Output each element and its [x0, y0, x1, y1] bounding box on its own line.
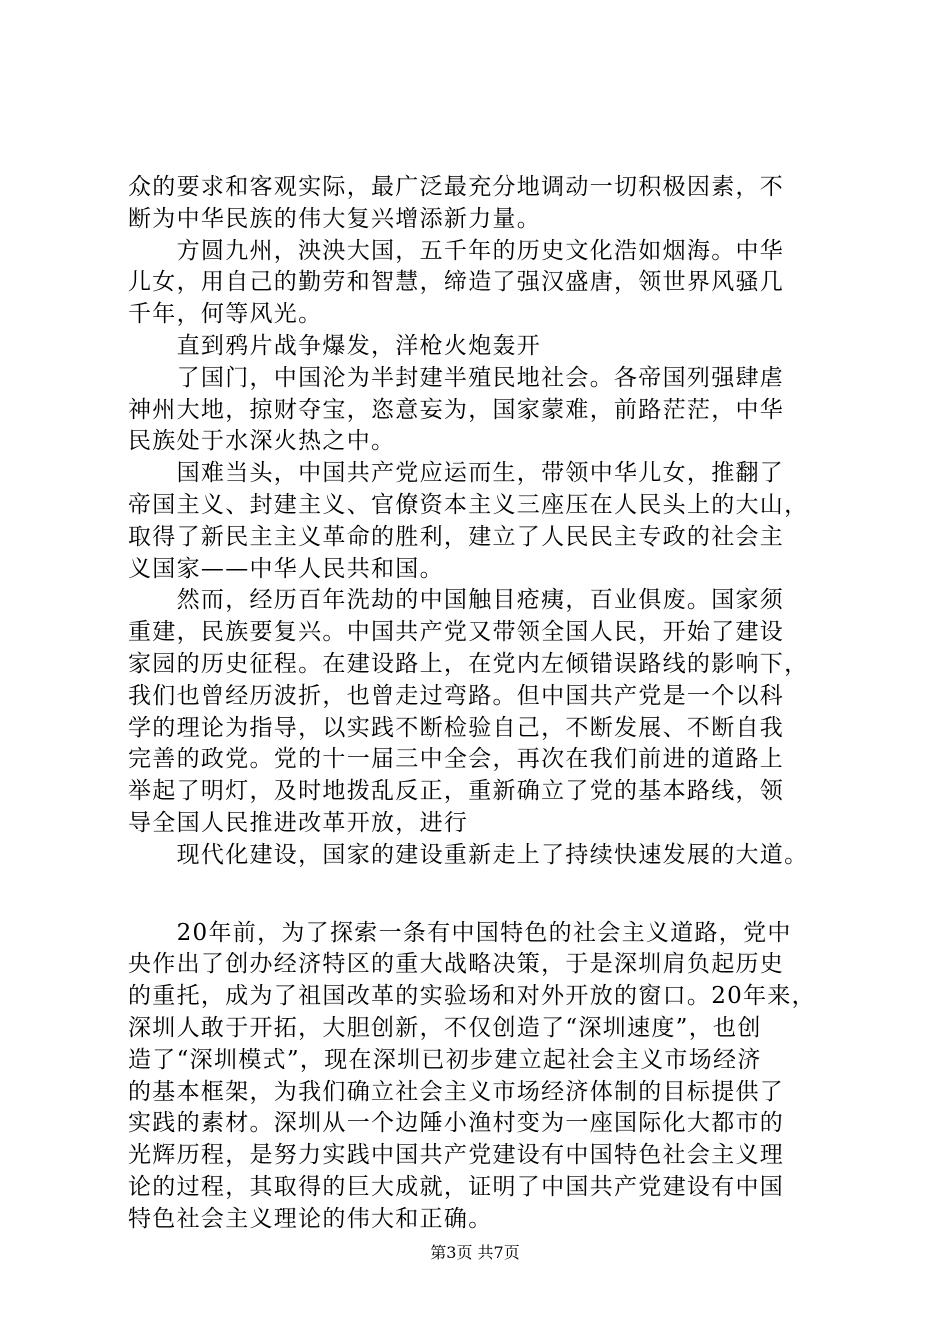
text-line: 然而，经历百年洗劫的中国触目疮痍，百业俱废。国家须	[128, 587, 785, 614]
text-line: 方圆九州，泱泱大国，五千年的历史文化浩如烟海。中华	[128, 237, 785, 264]
text-line: 深圳人敢于开拓，大胆创新，不仅创造了“深圳速度”，也创	[128, 1014, 762, 1041]
text-line: 特色社会主义理论的伟大和正确。	[128, 1205, 493, 1232]
text-line: 造了“深圳模式”，现在深圳已初步建立起社会主义市场经济	[128, 1046, 762, 1073]
text-line: 光辉历程，是努力实践中国共产党建设有中国特色社会主义理	[128, 1142, 785, 1169]
text-line: 学的理论为指导，以实践不断检验自己，不断发展、不断自我	[128, 714, 785, 741]
text-line: 重建，民族要复兴。中国共产党又带领全国人民，开始了建设	[128, 619, 785, 646]
text-line: 举起了明灯，及时地拨乱反正，重新确立了党的基本路线，领	[128, 778, 785, 805]
paragraph-gap	[128, 872, 840, 918]
text-line: 完善的政党。党的十一届三中全会，再次在我们前进的道路上	[128, 746, 785, 773]
text-line: 央作出了创办经济特区的重大战略决策，于是深圳肩负起历史	[128, 951, 785, 978]
text-line: 实践的素材。深圳从一个边陲小渔村变为一座国际化大都市的	[128, 1110, 785, 1137]
text-line: 义国家——中华人民共和国。	[128, 555, 444, 582]
text-line: 的重托，成为了祖国改革的实验场和对外开放的窗口。20年来，	[128, 983, 816, 1010]
text-line: 取得了新民主主义革命的胜利，建立了人民民主专政的社会主	[128, 523, 785, 550]
page-number-footer: 第3页 共7页	[430, 1243, 520, 1262]
text-line: 儿女，用自己的勤劳和智慧，缔造了强汉盛唐，领世界风骚几	[128, 269, 785, 296]
text-line: 众的要求和客观实际，最广泛最充分地调动一切积极因素，不	[128, 174, 785, 200]
text-line: 千年，何等风光。	[128, 301, 323, 328]
text-line: 了国门，中国沦为半封建半殖民地社会。各帝国列强肆虐	[128, 364, 785, 391]
text-line: 家园的历史征程。在建设路上，在党内左倾错误路线的影响下，	[128, 650, 809, 677]
text-line: 的基本框架，为我们确立社会主义市场经济体制的目标提供了	[128, 1078, 785, 1105]
text-line: 我们也曾经历波折，也曾走过弯路。但中国共产党是一个以科	[128, 682, 785, 709]
text-line: 论的过程，其取得的巨大成就，证明了中国共产党建设有中国	[128, 1173, 785, 1200]
text-line: 神州大地，掠财夺宝，恣意妄为，国家蒙难，前路茫茫，中华	[128, 396, 785, 423]
body-text	[128, 172, 840, 1236]
text-line: 20年前，为了探索一条有中国特色的社会主义道路，党中	[128, 919, 792, 946]
text-line: 导全国人民推进改革开放，进行	[128, 809, 469, 836]
text-line: 现代化建设，国家的建设重新走上了持续快速发展的大道。	[128, 841, 809, 868]
text-line: 直到鸦片战争爆发，洋枪火炮轰开	[128, 332, 542, 359]
text-line: 国难当头，中国共产党应运而生，带领中华儿女，推翻了	[128, 460, 785, 487]
text-line: 帝国主义、封建主义、官僚资本主义三座压在人民头上的大山，	[128, 491, 809, 518]
text-line: 民族处于水深火热之中。	[128, 428, 396, 455]
text-line: 断为中华民族的伟大复兴增添新力量。	[128, 205, 542, 232]
